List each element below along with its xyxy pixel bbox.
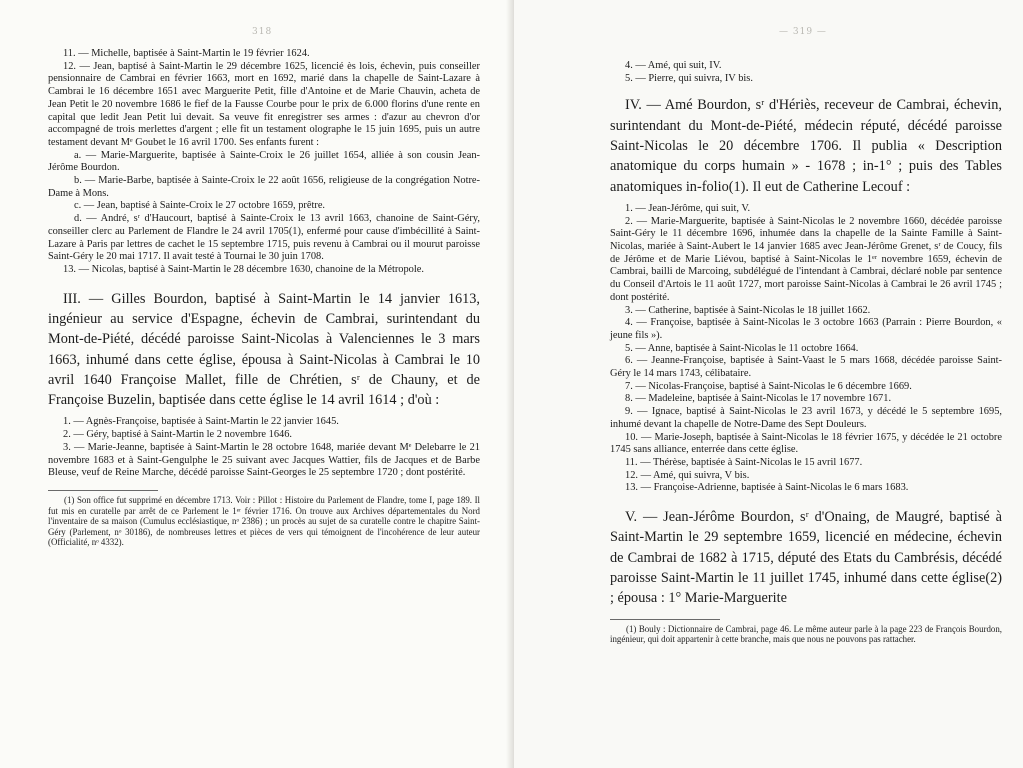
left-text-column bbox=[48, 48, 480, 548]
right-block: 3. — Catherine, baptisée à Saint-Nicolas le 18 juillet 1662. bbox=[625, 304, 871, 316]
left-block: a. — Marie-Marguerite, baptisée à Sainte-Croix le 26 juillet 1654, alliée à son cousin Jean-Jérôme Bourdon. bbox=[48, 149, 480, 174]
right-text-column bbox=[610, 60, 1002, 645]
left-block bbox=[48, 277, 480, 289]
left-block: (1) Son office fut supprimé en décembre 1713. Voir : Pillot : Histoire du Parlement de Flandre, tome I, page 189. Il fut mis en curatelle par arrêt de ce Parlement le 1ᵉʳ février 1716. On trouve aux Archives départementales du Nord l'inventaire de sa maison (Cumulus ecclésiastique, nᵒ 2386) ; un procès au sujet de sa curatelle contre le chapitre Saint-Géry (Parlement, nᵒ 30186), de nombreuses lettres et pièces de vers qui témoignent de l'incohérence de leur auteur (Officialité, nᵒ 4332). bbox=[48, 494, 480, 548]
left-block bbox=[48, 480, 480, 490]
right-block: 2. — Marie-Marguerite, baptisée à Saint-Nicolas le 2 novembre 1660, décédée paroisse Saint-Géry le 11 décembre 1696, inhumée dans la chapelle de la Sainte Famille à Saint-Nicolas, mariée à Saint-Aubert le 14 janvier 1685 avec Jean-Jérôme Grenet, sʳ de Coucy, fils de Jérôme et de Marie Liévou, baptisé à Saint-Nicolas le 1ᵉʳ novembre 1659, échevin de Cambrai, bailli de Marcoing, subdélégué de l'intendant à Cambrai, déclaré noble par sentence du Conseil d'Artois le 11 août 1727, mort paroisse Saint-Nicolas à Cambrai le 26 avril 1745 ; dont postérité. bbox=[610, 215, 1002, 303]
left-block: 3. — Marie-Jeanne, baptisée à Saint-Martin le 28 octobre 1648, mariée devant Mᵉ Delebarre le 21 novembre 1683 et à Saint-Gengulphe le 25 suivant avec Jacques Wattier, fils de Jacques et de Barbe Bleuse, veuf de Reine Marche, décédé paroisse Saint-Georges le 25 septembre 1720 ; dont postérité. bbox=[48, 441, 480, 479]
right-block: V. — Jean-Jérôme Bourdon, sʳ d'Onaing, de Maugré, baptisé à Saint-Martin le 29 septembre 1659, licencié en médecine, échevin de Cambrai de 1682 à 1715, député des Etats du Cambrésis, décédé paroisse Saint-Martin le 11 juillet 1745, inhumé dans cette église(2) ; épousa : 1° Marie-Marguerite bbox=[610, 509, 1002, 607]
left-block: 12. — Jean, baptisé à Saint-Martin le 29 décembre 1625, licencié ès lois, échevin, puis conseiller pensionnaire de Cambrai en février 1663, mort en 1692, marié dans la chapelle de Saint-Lazare à Cambrai le 16 décembre 1651 avec Marguerite Petit, fille d'Antoine et de Marie Chauvin, acheta de Jean Petit le 20 novembre 1686 le fief de la Fausse Courbe pour le prix de 6.000 florins d'une rente en capital que ledit Jean Petit lui devait. Sa veuve fit enregistrer ses armes : d'azur au chevron d'or accompagné de trois merlettes d'argent ; elle fit un testament olographe le 15 juin 1695, puis un autre testament devant Mᵉ Goubet le 16 avril 1700. Ses enfants furent : bbox=[48, 60, 480, 148]
right-block: 11. — Thérèse, baptisée à Saint-Nicolas le 15 avril 1677. bbox=[625, 456, 863, 468]
right-block: 5. — Pierre, qui suivra, IV bis. bbox=[625, 72, 753, 84]
right-block: 1. — Jean-Jérôme, qui suit, V. bbox=[625, 202, 751, 214]
right-block: 5. — Anne, baptisée à Saint-Nicolas le 11 octobre 1664. bbox=[625, 342, 859, 354]
right-block: 9. — Ignace, baptisé à Saint-Nicolas le 23 avril 1673, y décédé le 5 septembre 1695, inhumé devant la chapelle de Notre-Dame des Sept Douleurs. bbox=[610, 406, 1002, 430]
left-block: 13. — Nicolas, baptisé à Saint-Martin le 28 décembre 1630, chanoine de la Métropole. bbox=[63, 263, 424, 275]
right-block: 13. — Françoise-Adrienne, baptisée à Saint-Nicolas le 6 mars 1683. bbox=[625, 482, 909, 494]
page-number: — 319 — bbox=[779, 27, 827, 37]
right-block: (1) Bouly : Dictionnaire de Cambrai, page 46. Le même auteur parle à la page 223 de François Bourdon, ingénieur, qui doit appartenir à cette branche, mais que nous ne pouvons pas rattacher. bbox=[610, 623, 1002, 645]
left-block: III. — Gilles Bourdon, baptisé à Saint-Martin le 14 janvier 1613, ingénieur au service d'Espagne, échevin de Cambrai, surintendant du Mont-de-Piété, décédé paroisse Saint-Nicolas à Valenciennes le 3 mars 1663, inhumé dans cette église, épousa à Saint-Nicolas à Cambrai le 10 avril 1640 Françoise Mallet, fille de Chrétien, sʳ de Chauny, et de Françoise Buzelin, baptisée dans cette église le 14 avril 1614 ; d'où : bbox=[48, 290, 480, 409]
left-block: 2. — Géry, baptisé à Saint-Martin le 2 novembre 1646. bbox=[63, 429, 293, 441]
right-block: IV. — Amé Bourdon, sʳ d'Hériès, receveur de Cambrai, échevin, surintendant du Mont-de-Piété, médecin réputé, décédé paroisse Saint-Nicolas le 20 décembre 1706. Il publia « Description anatomique du corps humain » - 1678 ; in-1° ; puis des Tables anatomiques in-folio(1). Il eut de Catherine Lecouf : bbox=[610, 97, 1002, 195]
right-block: 4. — Amé, qui suit, IV. bbox=[625, 60, 722, 71]
right-block: 12. — Amé, qui suivra, V bis. bbox=[625, 469, 750, 481]
left-block: c. — Jean, baptisé à Sainte-Croix le 27 octobre 1659, prêtre. bbox=[74, 200, 326, 212]
right-block: 4. — Françoise, baptisée à Saint-Nicolas le 3 octobre 1663 (Parrain : Pierre Bourdon, « jeune fils »). bbox=[610, 317, 1002, 341]
right-block: 8. — Madeleine, baptisée à Saint-Nicolas le 17 novembre 1671. bbox=[625, 393, 892, 405]
page-number: 318 bbox=[252, 27, 273, 37]
right-block: 10. — Marie-Joseph, baptisée à Saint-Nicolas le 18 février 1675, y décédée le 21 octobre 1745 sans alliance, enterrée dans cette église. bbox=[610, 431, 1002, 456]
left-block: b. — Marie-Barbe, baptisée à Sainte-Croix le 22 août 1656, religieuse de la congrégation Notre-Dame à Mons. bbox=[48, 175, 480, 199]
right-block: 6. — Jeanne-Françoise, baptisée à Saint-Vaast le 5 mars 1668, décédée paroisse Saint-Géry le 14 mars 1743, célibataire. bbox=[610, 355, 1002, 380]
left-block: 1. — Agnès-Françoise, baptisée à Saint-Martin le 22 janvier 1645. bbox=[63, 416, 339, 428]
right-block bbox=[610, 85, 1002, 95]
right-block bbox=[610, 495, 1002, 507]
right-page bbox=[514, 0, 1023, 768]
left-block: d. — André, sʳ d'Haucourt, baptisé à Sainte-Croix le 13 avril 1663, chanoine de Saint-Géry, conseiller clerc au Parlement de Flandre le 24 avril 1705(1), enfermé pour cause d'imbécillité à Saint-Lazare à Paris par lettres de cachet le 15 septembre 1715, puis revenu à Cambrai ou il mourut paroisse Saint-Géry le 20 mai 1717. Il avait testé à Tournai le 30 juin 1708. bbox=[48, 213, 480, 263]
left-block: 11. — Michelle, baptisée à Saint-Martin le 19 février 1624. bbox=[63, 48, 310, 59]
right-block bbox=[610, 609, 1002, 619]
right-block: 7. — Nicolas-Françoise, baptisé à Saint-Nicolas le 6 décembre 1669. bbox=[625, 380, 912, 392]
